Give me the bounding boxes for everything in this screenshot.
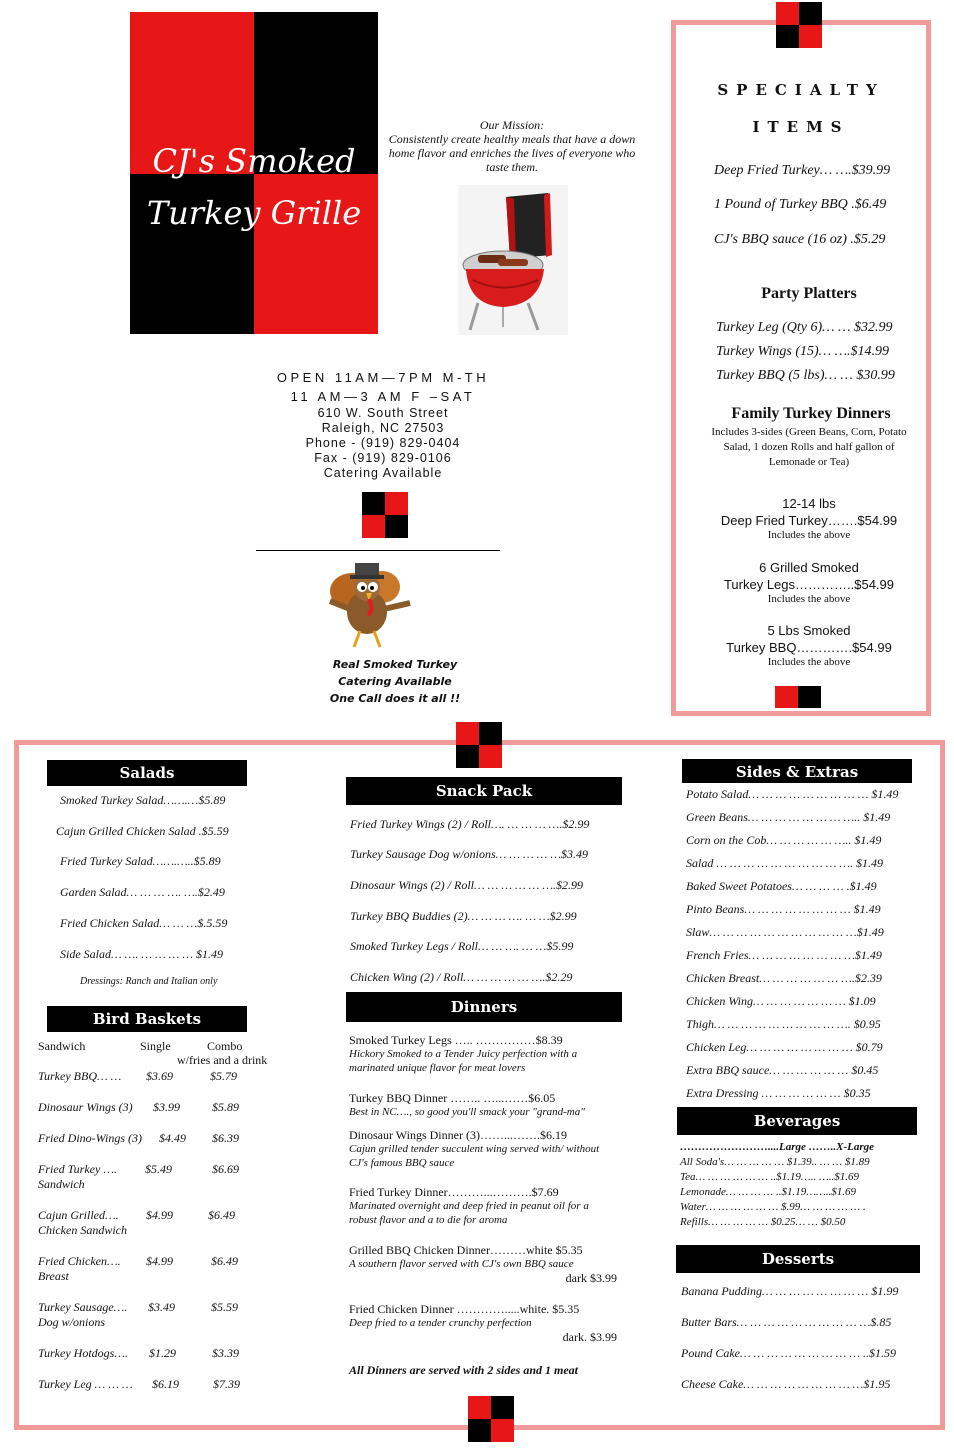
- catering-available: Catering Available: [323, 466, 443, 480]
- promo-line-3: One Call does it all !!: [329, 692, 461, 705]
- basket-name: Turkey BBQ… …: [38, 1069, 122, 1083]
- snack-item: Chicken Wing (2) / Roll… … … … … ….$2.29: [350, 970, 573, 984]
- basket-combo: $6.49: [208, 1208, 235, 1222]
- party-item: Turkey BBQ (5 lbs)… … $30.99: [716, 368, 895, 383]
- basket-single: $6.19: [152, 1377, 179, 1391]
- address-block: [230, 406, 536, 481]
- family-item-size: 6 Grilled Smoked: [759, 560, 859, 575]
- dessert-item: Banana Pudding… … … … … … … … $1.99: [681, 1284, 899, 1298]
- basket-name: Fried Turkey …. Sandwich: [38, 1162, 117, 1191]
- dinner-name-price: Turkey BBQ Dinner …….. …...……$6.05: [349, 1091, 556, 1105]
- family-dinners-title: Family Turkey Dinners: [731, 405, 891, 422]
- checker-icon: [468, 1396, 514, 1442]
- dinner-description: Marinated overnight and deep fried in peanut oil for a robust flavor and a to die for aroma: [349, 1200, 589, 1226]
- basket-name: Fried Dino-Wings (3): [38, 1131, 142, 1145]
- basket-single: $3.49: [148, 1300, 175, 1314]
- dinner-item: [349, 1033, 619, 1075]
- dinner-description: Hickory Smoked to a Tender Juicy perfection with a marinated unique flavor for meat lovers: [349, 1048, 578, 1074]
- basket-name: Turkey Hotdogs….: [38, 1346, 128, 1360]
- snack-item: Turkey BBQ Buddies (2)… … … …. … …$2.99: [350, 909, 577, 923]
- dinner-name-price: Fried Turkey Dinner………...……….$7.69: [349, 1185, 559, 1199]
- dressings-note: Dressings: Ranch and Italian only: [80, 976, 218, 987]
- basket-combo: $6.49: [211, 1254, 238, 1268]
- family-item-note: Includes the above: [767, 593, 851, 605]
- dessert-item: Pound Cake… … … … … … … … … ..$1.59: [681, 1346, 897, 1360]
- basket-name: Turkey Sausage…. Dog w/onions: [38, 1300, 128, 1329]
- side-item: Corn on the Cob… … … … … ….. $1.49: [686, 833, 882, 847]
- column-header-sandwich: Sandwich: [38, 1039, 86, 1053]
- family-item-note: Includes the above: [767, 529, 851, 541]
- snack-item: Dinosaur Wings (2) / Roll… … … … … ….$2.99: [350, 878, 584, 892]
- family-item-price: Deep Fried Turkey…….$54.99: [720, 513, 898, 528]
- side-item: Green Beans… … … … … … … ….. $1.49: [686, 810, 891, 824]
- beverage-item: Lemonade… … … … ..$1.19……..$1.69: [680, 1186, 857, 1198]
- catering-promo: [300, 656, 490, 707]
- basket-name: Turkey Leg … … …: [38, 1377, 133, 1391]
- city: Raleigh, NC 27503: [321, 421, 445, 435]
- salads-header: Salads: [47, 760, 247, 786]
- family-item-size: 5 Lbs Smoked: [767, 623, 851, 638]
- specialty-title-1: SPECIALTY: [717, 81, 885, 99]
- dinners-note: All Dinners are served with 2 sides and 1 meat: [349, 1363, 579, 1377]
- desserts-header: Desserts: [676, 1245, 920, 1273]
- basket-name: Dinosaur Wings (3): [38, 1100, 133, 1114]
- side-item: Extra Dressing … … … … … … $0.35: [686, 1086, 871, 1100]
- side-item: Pinto Beans… … … … … … … … $1.49: [686, 902, 881, 916]
- basket-name: Fried Chicken…. Breast: [38, 1254, 121, 1283]
- family-item-size: 12-14 lbs: [782, 496, 836, 511]
- mission-title: Our Mission:: [479, 118, 545, 132]
- checker-icon: [776, 2, 822, 48]
- family-dinners-note: [706, 425, 912, 470]
- logo-line-1: CJ's Smoked: [152, 142, 356, 180]
- specialty-item: Deep Fried Turkey… ….$39.99: [714, 163, 891, 178]
- hours-weekday: OPEN 11AM—7PM M-TH: [276, 370, 490, 385]
- family-item: [690, 622, 928, 669]
- basket-name: Cajun Grilled…. Chicken Sandwich: [38, 1208, 127, 1237]
- snack-item: Fried Turkey Wings (2) / Roll…. … … … ….$2.99: [350, 817, 590, 831]
- basket-combo: $3.39: [212, 1346, 239, 1360]
- family-item: [690, 495, 928, 542]
- opening-hours: [230, 368, 536, 406]
- phone: Phone - (919) 829-0404: [305, 436, 461, 450]
- basket-combo: $5.59: [211, 1300, 238, 1314]
- basket-single: $3.99: [153, 1100, 180, 1114]
- dinner-name-price: Fried Chicken Dinner ………….....white. $5.35: [349, 1302, 580, 1316]
- checker-icon: [456, 722, 502, 768]
- dinner-item: [349, 1185, 619, 1227]
- column-header-single: Single: [140, 1039, 171, 1053]
- dinner-description: A southern flavor served with CJ's own BBQ sauce: [349, 1258, 574, 1270]
- column-header-combo: Combo: [207, 1039, 243, 1053]
- side-item: Thigh… … … … … … … … … …. $0.95: [686, 1017, 881, 1031]
- dinner-description: Best in NC…., so good you'll smack your "grand-ma": [349, 1106, 585, 1118]
- dessert-item: Butter Bars… … … … … … … … … …$.85: [681, 1315, 892, 1329]
- sides-header: Sides & Extras: [682, 759, 912, 783]
- logo-text: [130, 135, 378, 239]
- basket-single: $3.69: [146, 1069, 173, 1083]
- specialty-title-2: ITEMS: [752, 118, 850, 136]
- salad-item: Fried Turkey Salad…….…..$5.89: [60, 854, 221, 868]
- basket-single: $1.29: [149, 1346, 176, 1360]
- column-header-combo-note: w/fries and a drink: [177, 1053, 268, 1067]
- salad-item: Garden Salad… … … …. ….$2.49: [60, 885, 225, 899]
- side-item: Chicken Breast… … … … … … ….$2.39: [686, 971, 882, 985]
- salad-item: Fried Chicken Salad… … …$.5.59: [60, 916, 228, 930]
- grill-image: [458, 185, 568, 335]
- dinner-item: [349, 1243, 619, 1285]
- bird-baskets-header: Bird Baskets: [47, 1006, 247, 1032]
- family-note-line: Lemonade or Tea): [768, 456, 850, 468]
- promo-line-1: Real Smoked Turkey: [332, 658, 458, 671]
- dinner-name-price: Grilled BBQ Chicken Dinner………white $5.35: [349, 1243, 583, 1257]
- beverage-item: Refills… … … … … $0.25… … $0.50: [680, 1216, 846, 1228]
- basket-single: $4.99: [146, 1254, 173, 1268]
- beverages-header: Beverages: [677, 1107, 917, 1135]
- side-item: Salad … … … … … … … … … …. $1.49: [686, 856, 884, 870]
- side-item: Slaw… … … … … … … … … … …$1.49: [686, 925, 884, 939]
- dinner-description: Deep fried to a tender crunchy perfection: [349, 1317, 532, 1329]
- basket-combo: $6.69: [212, 1162, 239, 1176]
- street: 610 W. South Street: [317, 406, 449, 420]
- dinners-header: Dinners: [346, 992, 622, 1022]
- salad-item: Side Salad… …. … … … … $1.49: [60, 947, 224, 961]
- family-item: [690, 559, 928, 606]
- snack-item: Turkey Sausage Dog w/onions… … … … …$3.49: [350, 847, 589, 861]
- party-item: Turkey Wings (15)… ….$14.99: [716, 344, 890, 359]
- dinner-item: [349, 1128, 619, 1170]
- fax: Fax - (919) 829-0106: [314, 451, 452, 465]
- basket-combo: $5.79: [210, 1069, 237, 1083]
- basket-single: $4.99: [146, 1208, 173, 1222]
- beverage-item: All Soda's… … … … … $1.39.. … … $1.89: [680, 1156, 870, 1168]
- basket-single: $4.49: [159, 1131, 186, 1145]
- side-item: French Fries… … … … … … … …$1.49: [686, 948, 882, 962]
- dinner-description: Cajun grilled tender succulent wing served with/ without CJ's famous BBQ sauce: [349, 1143, 600, 1169]
- family-note-line: Includes 3-sides (Green Beans, Corn, Potato Salad, 1 dozen Rolls and half gallon of: [711, 426, 907, 453]
- dinner-name-price: Smoked Turkey Legs ….. ……………$8.39: [349, 1033, 563, 1047]
- side-item: Chicken Leg… … … … … … … … $0.79: [686, 1040, 883, 1054]
- party-item: Turkey Leg (Qty 6)… … $32.99: [716, 320, 893, 335]
- beverage-size-header: ……………………....Large ……..X-Large: [680, 1141, 875, 1153]
- basket-combo: $7.39: [213, 1377, 240, 1391]
- basket-combo: $5.89: [212, 1100, 239, 1114]
- dinner-name-price: Dinosaur Wings Dinner (3)……...…….$6.19: [349, 1128, 567, 1142]
- promo-line-2: Catering Available: [338, 675, 452, 688]
- beverage-item: Water… … … … … … $.99… … … … … .: [680, 1201, 866, 1213]
- checker-icon: [362, 492, 408, 538]
- salad-item: Cajun Grilled Chicken Salad .$5.59: [56, 824, 229, 838]
- basket-single: $5.49: [145, 1162, 172, 1176]
- salad-item: Smoked Turkey Salad…….…$5.89: [60, 793, 226, 807]
- dinner-item: [349, 1091, 619, 1119]
- snack-pack-header: Snack Pack: [346, 777, 622, 805]
- side-item: Potato Salad… … … … … … … … … $1.49: [686, 787, 899, 801]
- basket-combo: $6.39: [212, 1131, 239, 1145]
- hours-weekend: 11 AM—3 AM F –SAT: [290, 389, 476, 404]
- family-item-price: Turkey Legs…………..$54.99: [723, 577, 895, 592]
- specialty-item: 1 Pound of Turkey BBQ .$6.49: [714, 197, 887, 212]
- divider-line: [256, 550, 500, 551]
- family-item-note: Includes the above: [767, 656, 851, 668]
- dessert-item: Cheese Cake… … … … … … … … …$1.95: [681, 1377, 891, 1391]
- dinner-dark-price: dark. $3.99: [562, 1330, 617, 1344]
- side-item: Baked Sweet Potatoes… … … … .$1.49: [686, 879, 877, 893]
- turkey-mascot-image: [322, 557, 420, 651]
- specialty-title: [676, 72, 926, 146]
- mission-statement: [388, 118, 636, 174]
- dinner-dark-price: dark $3.99: [565, 1271, 617, 1285]
- dinner-item: [349, 1302, 619, 1344]
- mission-text: Consistently create healthy meals that have a down home flavor and enriches the lives of everyone who taste them.: [388, 132, 636, 174]
- snack-item: Smoked Turkey Legs / Roll… … …. … …$5.99: [350, 939, 574, 953]
- side-item: Chicken Wing… … … … … … … $1.09: [686, 994, 876, 1008]
- beverage-item: Tea… … … … … … ..$1.19….. …..$1.69: [680, 1171, 859, 1183]
- side-item: Extra BBQ sauce… … … … … … $0.45: [686, 1063, 879, 1077]
- family-item-price: Turkey BBQ………….$54.99: [726, 640, 892, 655]
- party-platters-title: Party Platters: [761, 285, 857, 302]
- logo-line-2: Turkey Grille: [146, 194, 362, 232]
- specialty-item: CJ's BBQ sauce (16 oz) .$5.29: [714, 232, 886, 247]
- checker-icon: [775, 686, 821, 708]
